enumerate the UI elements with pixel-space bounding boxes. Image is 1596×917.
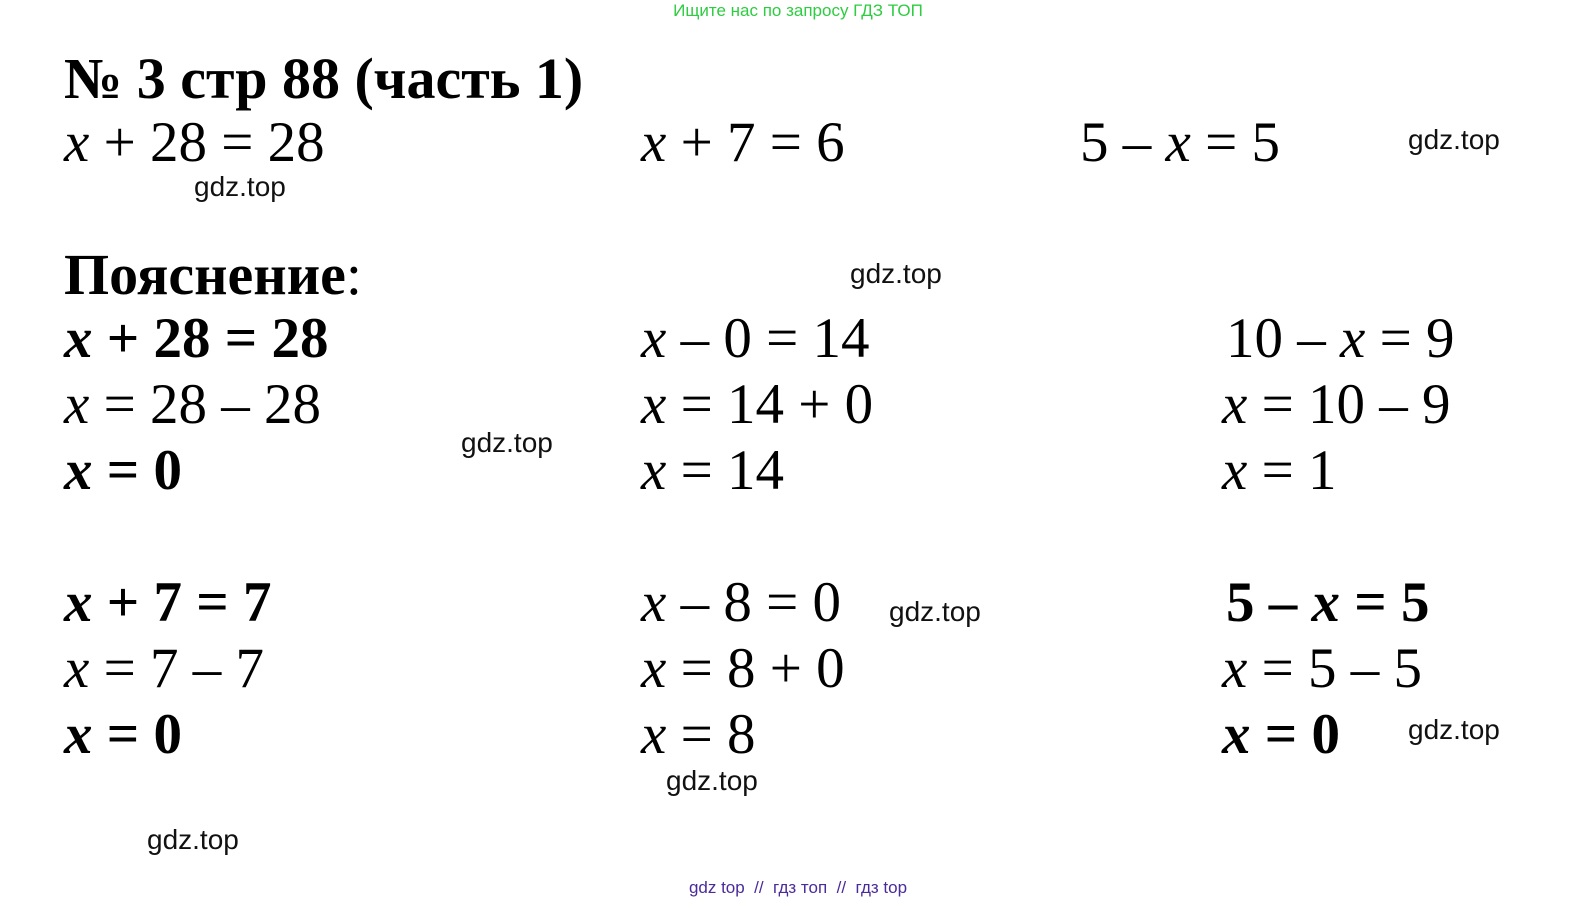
solution-4-line-1 [64, 571, 272, 634]
explanation-heading [64, 242, 362, 307]
watermark: gdz.top [147, 824, 239, 855]
variable: x [1311, 571, 1340, 634]
explanation-word: Пояснение [64, 242, 346, 307]
variable: x [641, 571, 667, 634]
solution-1-line-2 [64, 373, 321, 436]
solution-6-line-1 [1226, 571, 1430, 634]
variable: x [64, 571, 93, 634]
variable: x [64, 703, 93, 766]
equation-rest: – 8 = 0 [666, 571, 841, 634]
variable: x [64, 373, 90, 436]
equation-pre: 5 – [1226, 571, 1312, 634]
equation-rest: = 5 – 5 [1247, 637, 1422, 700]
task-equation-1 [64, 111, 325, 174]
solution-3-line-3 [1222, 439, 1337, 502]
equation-rest: = 8 + 0 [666, 637, 845, 700]
task-equation-3 [1080, 111, 1280, 174]
watermark: gdz.top [461, 427, 553, 458]
watermark: gdz.top [889, 596, 981, 627]
solution-3-line-1 [1226, 307, 1455, 370]
variable: x [641, 307, 667, 370]
variable: x [641, 373, 667, 436]
watermark: gdz.top [194, 171, 286, 202]
variable: x [1222, 637, 1248, 700]
solution-1-line-3 [64, 439, 182, 502]
solution-2-line-3 [641, 439, 784, 502]
variable: x [1340, 307, 1366, 370]
solution-2-line-2 [641, 373, 874, 436]
equation-rest: = 0 [92, 439, 182, 502]
variable: x [641, 703, 667, 766]
equation-rest: = 5 [1190, 111, 1280, 174]
variable: x [64, 307, 93, 370]
equation-rest: + 28 = 28 [92, 307, 329, 370]
equation-rest: = 14 [666, 439, 784, 502]
equation-rest: + 28 = 28 [89, 111, 325, 174]
solution-5-line-1 [641, 571, 841, 634]
variable: x [64, 439, 93, 502]
equation-rest: = 10 – 9 [1247, 373, 1451, 436]
watermark: gdz.top [850, 258, 942, 289]
solution-5-line-2 [641, 637, 845, 700]
variable: x [64, 111, 90, 174]
equation-pre: 10 – [1226, 307, 1340, 370]
task-equation-2 [641, 111, 845, 174]
watermark: gdz.top [666, 765, 758, 796]
variable: x [1165, 111, 1191, 174]
equation-rest: = 28 – 28 [89, 373, 321, 436]
solution-5-line-3 [641, 703, 756, 766]
explanation-colon: : [345, 242, 362, 307]
equation-rest: = 5 [1340, 571, 1430, 634]
solution-6-line-3 [1222, 703, 1340, 766]
solution-4-line-3 [64, 703, 182, 766]
solution-1-line-1 [64, 307, 329, 370]
equation-rest: = 0 [92, 703, 182, 766]
watermark: gdz.top [1408, 714, 1500, 745]
solution-2-line-1 [641, 307, 870, 370]
equation-pre: 5 – [1080, 111, 1166, 174]
variable: x [1222, 439, 1248, 502]
watermark: gdz.top [1408, 124, 1500, 155]
equation-rest: + 7 = 7 [92, 571, 272, 634]
variable: x [1222, 373, 1248, 436]
solution-3-line-2 [1222, 373, 1451, 436]
equation-rest: = 1 [1247, 439, 1337, 502]
equation-rest: = 14 + 0 [666, 373, 874, 436]
solution-6-line-2 [1222, 637, 1422, 700]
equation-rest: + 7 = 6 [666, 111, 845, 174]
equation-rest: = 0 [1250, 703, 1340, 766]
equation-rest: = 9 [1365, 307, 1455, 370]
variable: x [1222, 703, 1251, 766]
page-title: № 3 стр 88 (часть 1) [64, 46, 584, 111]
variable: x [64, 637, 90, 700]
solution-4-line-2 [64, 637, 264, 700]
equation-rest: – 0 = 14 [666, 307, 870, 370]
footer-text: gdz top // гдз топ // гдз top [688, 878, 908, 897]
variable: x [641, 111, 667, 174]
top-banner: Ищите нас по запросу ГДЗ ТОП [673, 1, 923, 20]
equation-rest: = 7 – 7 [89, 637, 264, 700]
variable: x [641, 637, 667, 700]
variable: x [641, 439, 667, 502]
equation-rest: = 8 [666, 703, 756, 766]
